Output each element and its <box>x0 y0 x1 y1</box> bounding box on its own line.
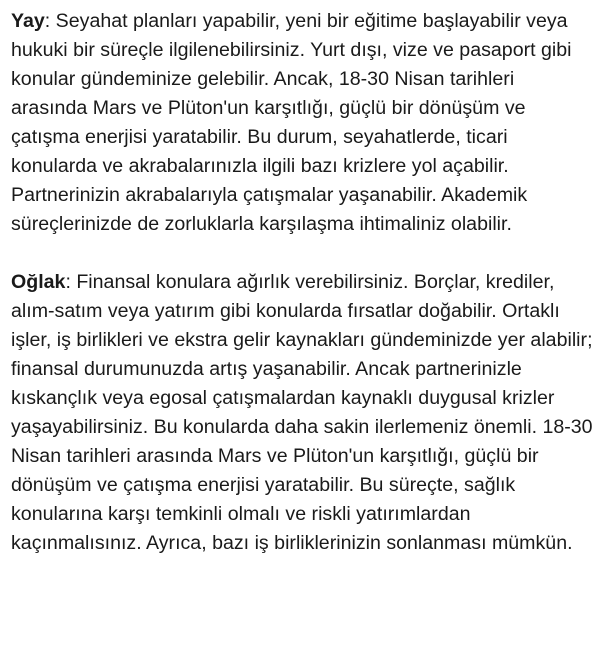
sign-name-yay: Yay <box>11 10 45 32</box>
horoscope-document <box>11 7 593 558</box>
entry-text-yay: : Seyahat planları yapabilir, yeni bir eğitime başlayabilir veya hukuki bir süreçle ilgilenebilirsiniz. Yurt dışı, vize ve pasaport gibi konular gündeminize gelebilir. Ancak, 18-30 Nisan tarihleri arasında Mars ve Plüton'un karşıtlığı, güçlü bir dönüşüm ve çatışma enerjisi yaratabilir. Bu durum, seyahatlerde, ticari konularda ve akrabalarınızla ilgili bazı krizlere yol açabilir. Partnerinizin akrabalarıyla çatışmalar yaşanabilir. Akademik süreçlerinizde de zorluklarla karşılaşma ihtimaliniz olabilir. <box>11 10 572 235</box>
entry-text-oglak: : Finansal konulara ağırlık verebilirsiniz. Borçlar, krediler, alım-satım veya yatırım gibi konularda fırsatlar doğabilir. Ortaklı işler, iş birlikleri ve ekstra gelir kaynakları gündeminizde yer alabilir; finansal durumunuzda artış yaşanabilir. Ancak partnerinizle kıskançlık veya egosal çatışmalardan kaynaklı duygusal krizler yaşayabilirsiniz. Bu konularda daha sakin ilerlemeniz önemli. 18-30 Nisan tarihleri arasında Mars ve Plüton'un karşıtlığı, güçlü bir dönüşüm ve çatışma enerjisi yaratabilir. Bu süreçte, sağlık konularına karşı temkinli olmalı ve riskli yatırımlardan kaçınmalısınız. Ayrıca, bazı iş birliklerinizin sonlanması mümkün. <box>11 271 593 554</box>
horoscope-entry-yay <box>11 7 593 239</box>
sign-name-oglak: Oğlak <box>11 271 66 293</box>
horoscope-entry-oglak <box>11 268 593 558</box>
